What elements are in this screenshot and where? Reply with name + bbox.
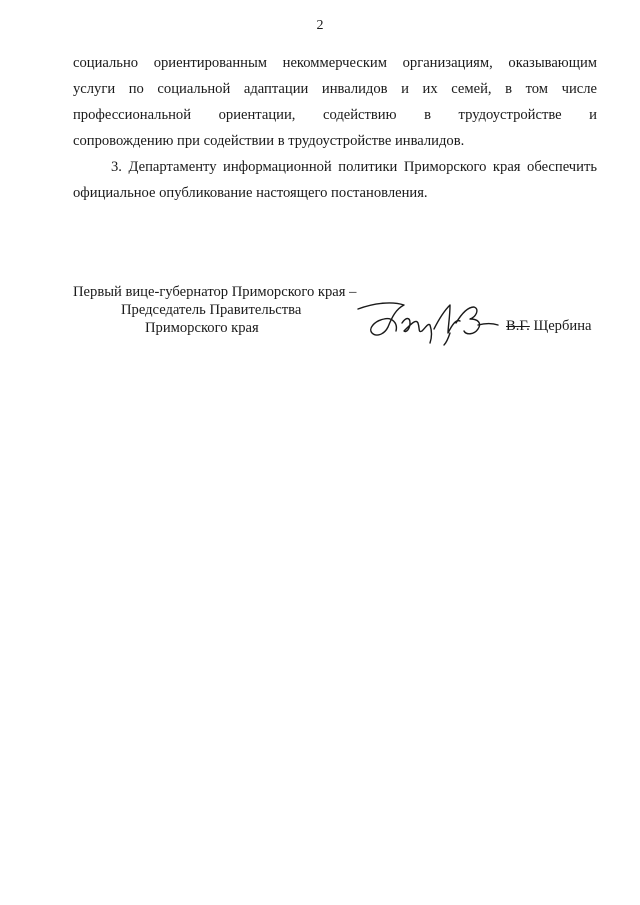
document-body: [73, 50, 597, 206]
signer-name: [506, 318, 592, 335]
page-number: 2: [316, 18, 324, 33]
paragraph-line: социально ориентированным некоммерческим организациям, оказывающим: [73, 55, 597, 71]
paragraph-line: сопровождению при содействии в трудоустройстве инвалидов.: [73, 133, 465, 149]
signer-initials: В.Г.: [506, 318, 530, 334]
paragraph-line: профессиональной ориентации, содействию в трудоустройстве и: [73, 107, 597, 123]
paragraph-line: услуги по социальной адаптации инвалидов и их семей, в том числе: [73, 81, 597, 97]
handwritten-signature: [352, 293, 502, 348]
signatory-title-line: Первый вице-губернатор Приморского края –: [73, 284, 357, 300]
signatory-title: [73, 283, 356, 337]
paragraph-line: официальное опубликование настоящего постановления.: [73, 185, 428, 201]
signatory-title-line: Председатель Правительства: [121, 302, 302, 318]
signatory-title-line: Приморского края: [145, 320, 259, 336]
paragraph-line: 3. Департаменту информационной политики Приморского края обеспечить: [111, 159, 597, 175]
signer-surname: Щербина: [533, 318, 592, 334]
